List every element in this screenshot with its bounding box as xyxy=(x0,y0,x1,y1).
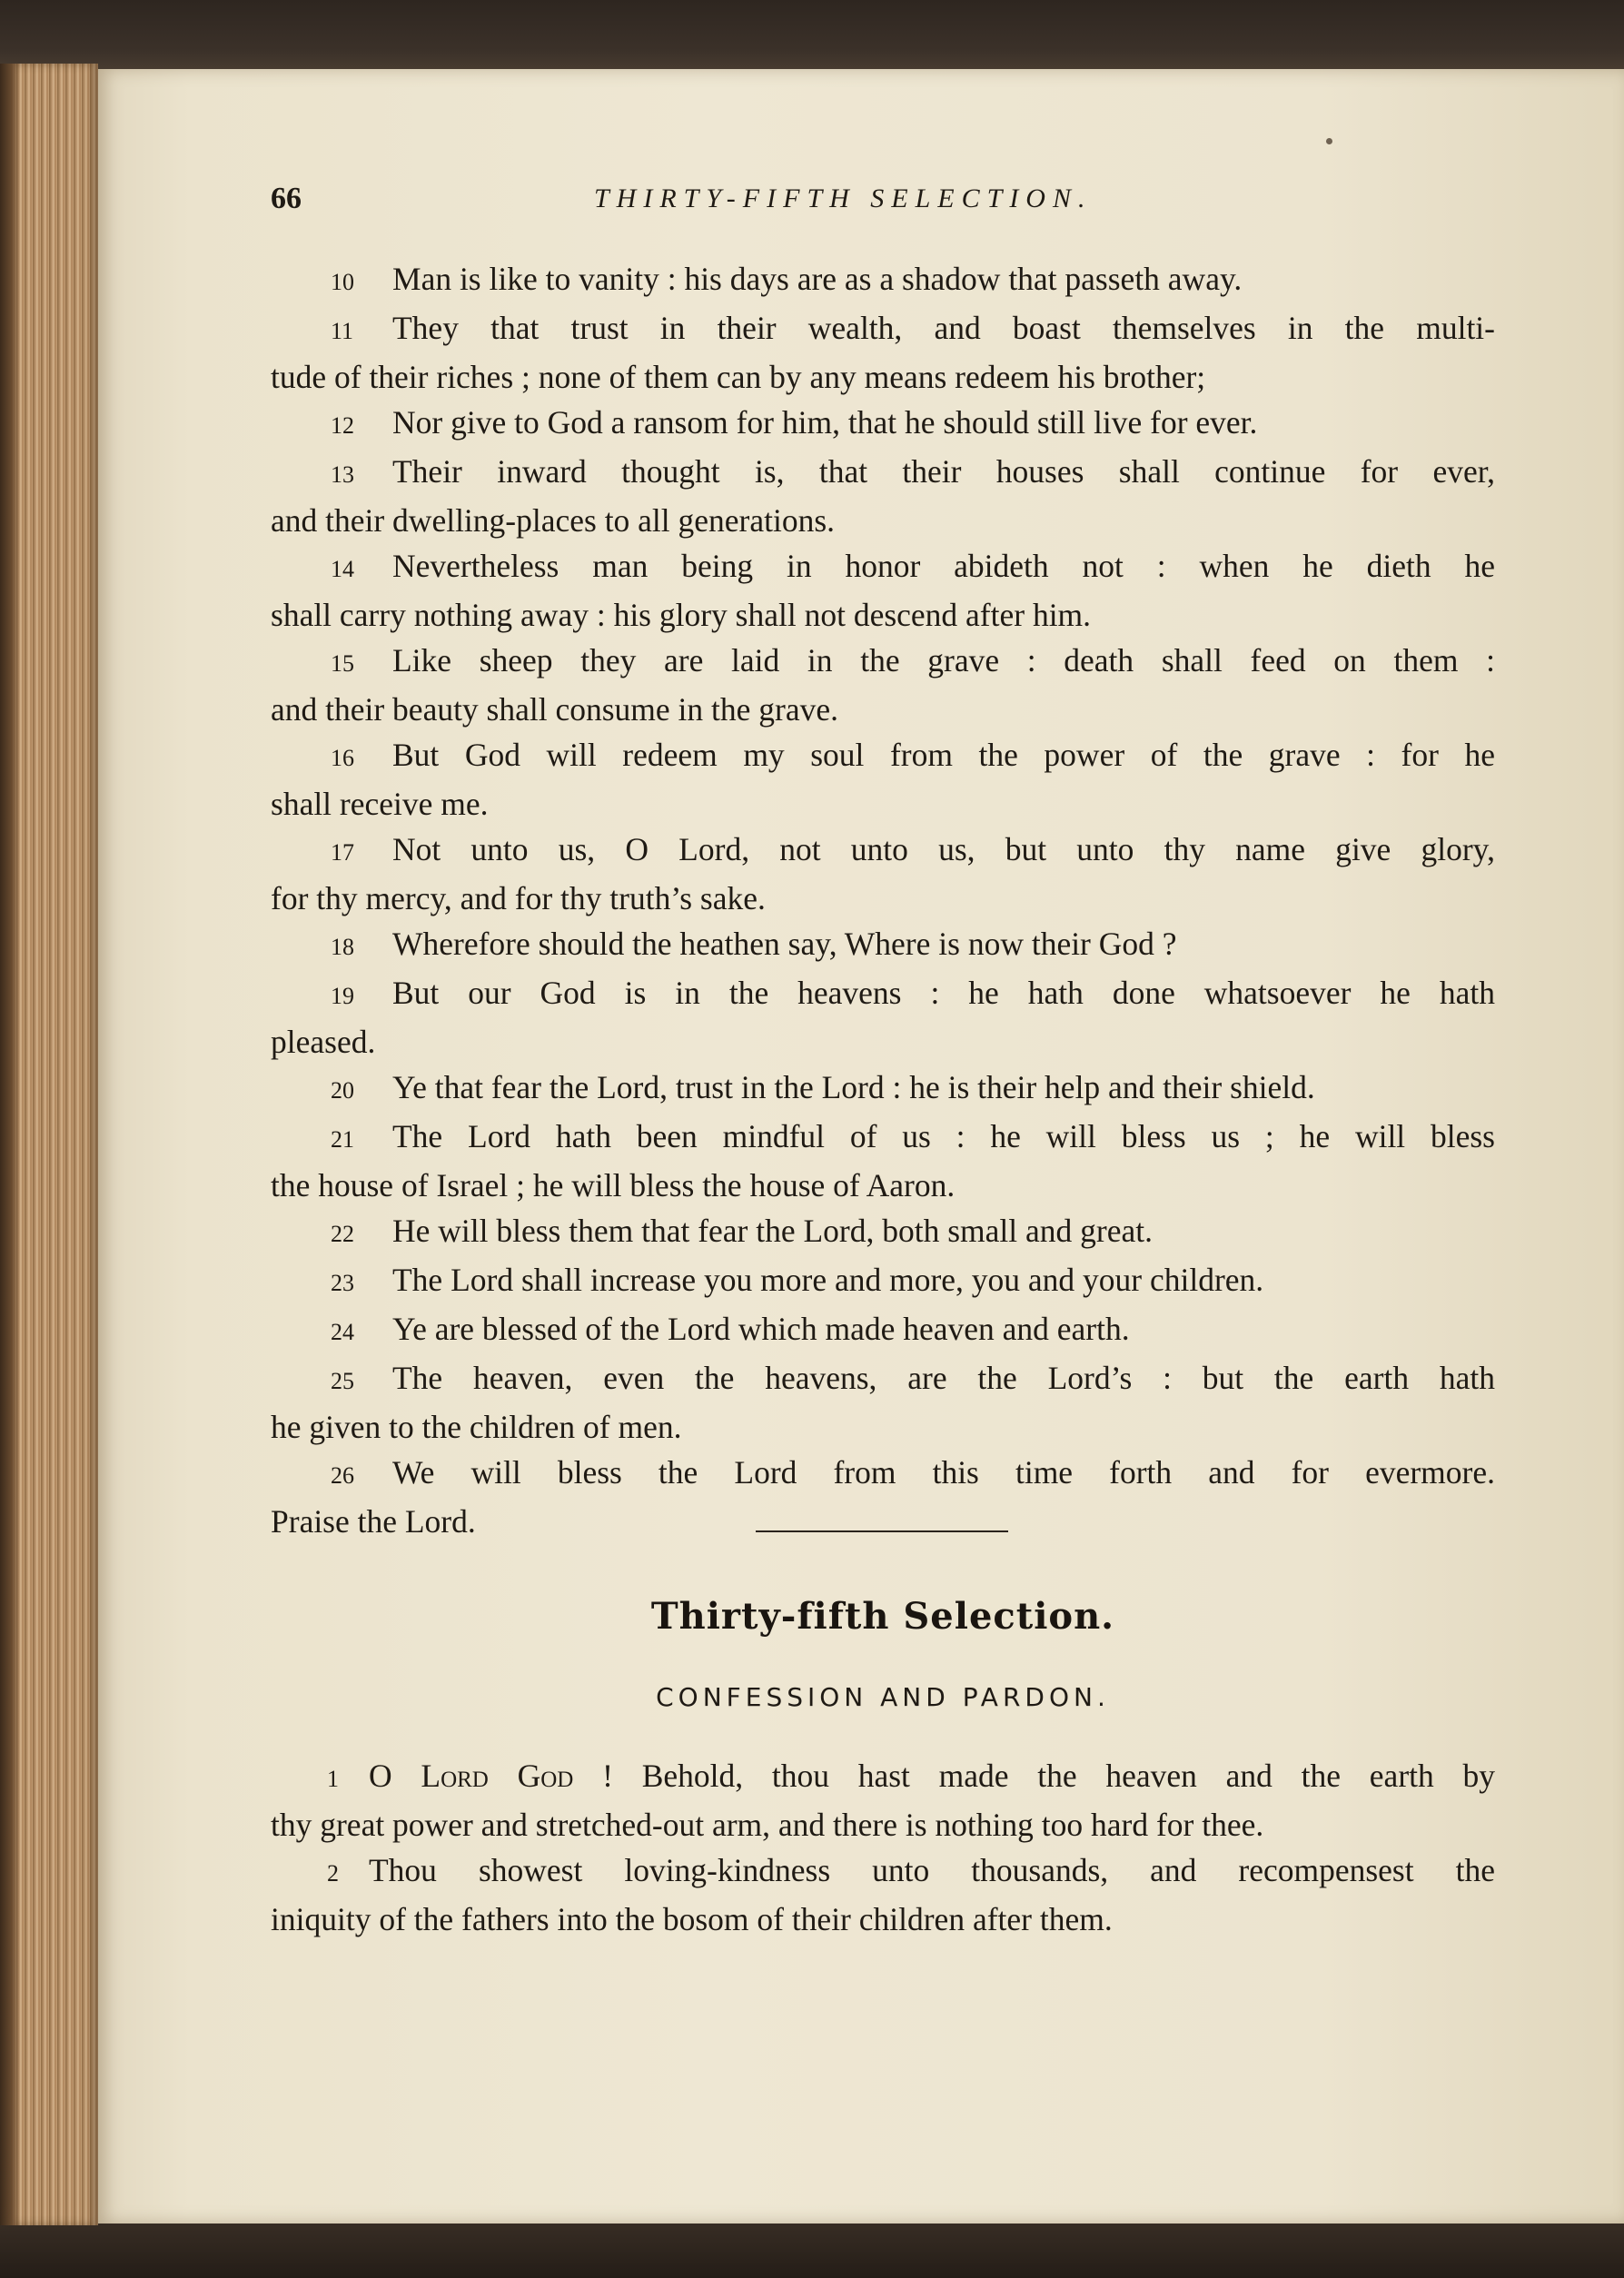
verse-text: We will bless the Lord from this time forth and for evermore. xyxy=(392,1454,1495,1491)
verse-number: 12 xyxy=(331,412,354,439)
paper-speck xyxy=(1326,138,1332,144)
verse-line xyxy=(271,1065,1495,1114)
verse-list-confession xyxy=(271,1753,1495,1942)
verse-number: 19 xyxy=(331,983,354,1009)
verse-text: The heaven, even the heavens, are the Lord’s : but the earth hath xyxy=(392,1360,1495,1396)
verse-text: Thou showest loving-kindness unto thousands, and recompensest the xyxy=(369,1852,1495,1888)
page-number: 66 xyxy=(271,182,302,215)
verse-text: They that trust in their wealth, and boast themselves in the multi- xyxy=(392,310,1495,346)
verse-text: Nevertheless man being in honor abideth not : when he dieth he xyxy=(392,548,1495,584)
verse-line xyxy=(271,1208,1495,1257)
verse-text: for thy mercy, and for thy truth’s sake. xyxy=(271,880,766,916)
verse-line xyxy=(271,1897,1495,1942)
verse-text: thy great power and stretched-out arm, and there is nothing too hard for thee. xyxy=(271,1807,1264,1843)
verse-line xyxy=(271,449,1495,498)
verse-number: 2 xyxy=(327,1860,339,1887)
verse-line xyxy=(271,543,1495,592)
verse-line xyxy=(271,638,1495,687)
verse-line xyxy=(271,827,1495,876)
verse-line xyxy=(271,921,1495,970)
verse-line xyxy=(271,1257,1495,1306)
verse-text: Praise the Lord. xyxy=(271,1503,476,1540)
verse-text: iniquity of the fathers into the bosom of their children after them. xyxy=(271,1901,1113,1937)
verse-line xyxy=(271,781,1495,827)
verse-number: 10 xyxy=(331,269,354,295)
verse-text: Like sheep they are laid in the grave : death shall feed on them : xyxy=(392,642,1495,678)
verse-text: He will bless them that fear the Lord, both small and great. xyxy=(392,1213,1153,1249)
verse-number: 17 xyxy=(331,839,354,866)
verse-text: Nor give to God a ransom for him, that he should still live for ever. xyxy=(392,404,1258,441)
verse-text: Behold, thou hast made the heaven and the earth by xyxy=(612,1758,1495,1794)
verse-number: 18 xyxy=(331,934,354,960)
verse-number: 20 xyxy=(331,1077,354,1104)
verse-line xyxy=(271,1802,1495,1847)
verse-line xyxy=(271,1355,1495,1404)
verse-text: The Lord hath been mindful of us : he will bless us ; he will bless xyxy=(392,1118,1495,1154)
verse-text: Man is like to vanity : his days are as a shadow that passeth away. xyxy=(392,261,1243,297)
verse-line xyxy=(271,1306,1495,1355)
verse-number: 14 xyxy=(331,556,354,582)
selection-title: Thirty-fifth Selection. xyxy=(650,1595,1115,1638)
verse-line xyxy=(271,970,1495,1019)
verse-text: shall receive me. xyxy=(271,786,489,822)
verse-number: 13 xyxy=(331,461,354,488)
verse-line xyxy=(271,732,1495,781)
verse-text: and their beauty shall consume in the grave. xyxy=(271,691,838,728)
verse-line xyxy=(271,1847,1495,1897)
verse-text: But God will redeem my soul from the power of the grave : for he xyxy=(392,737,1495,773)
verse-line xyxy=(271,1019,1495,1065)
verse-number: 21 xyxy=(331,1126,354,1153)
verse-line xyxy=(271,1163,1495,1208)
verse-line xyxy=(271,592,1495,638)
verse-line xyxy=(271,1114,1495,1163)
printed-page xyxy=(98,69,1624,2224)
verse-text: Wherefore should the heathen say, Where is now their God ? xyxy=(392,926,1177,962)
page-header xyxy=(271,182,1224,227)
verse-number: 23 xyxy=(331,1270,354,1296)
verse-number: 25 xyxy=(331,1368,354,1394)
book-cover-top xyxy=(0,0,1624,73)
verse-line xyxy=(271,1450,1495,1499)
verse-number: 22 xyxy=(331,1221,354,1247)
verse-text: he given to the children of men. xyxy=(271,1409,682,1445)
verse-line xyxy=(271,1499,1495,1544)
verse-line xyxy=(271,1404,1495,1450)
verse-line xyxy=(271,498,1495,543)
running-head: THIRTY-FIFTH SELECTION. xyxy=(594,183,1093,213)
verse-text: shall carry nothing away : his glory shall not descend after him. xyxy=(271,597,1092,633)
verse-number: 15 xyxy=(331,650,354,677)
verse-line xyxy=(271,305,1495,354)
verse-text: Not unto us, O Lord, not unto us, but unto thy name give glory, xyxy=(392,831,1495,867)
verse-text: Their inward thought is, that their houses shall continue for ever, xyxy=(392,453,1495,490)
verse-line xyxy=(271,400,1495,449)
verse-lead: O Lord God ! xyxy=(369,1758,613,1794)
verse-text: the house of Israel ; he will bless the house of Aaron. xyxy=(271,1167,956,1203)
verse-line xyxy=(271,1753,1495,1802)
verse-line xyxy=(271,256,1495,305)
page-edge-shadow xyxy=(0,64,20,2225)
verse-text: But our God is in the heavens : he hath done whatsoever he hath xyxy=(392,975,1495,1011)
verse-list xyxy=(271,256,1495,1544)
verse-text: The Lord shall increase you more and more, you and your children. xyxy=(392,1262,1264,1298)
verse-line xyxy=(271,687,1495,732)
verse-number: 16 xyxy=(331,745,354,771)
book-cover-bottom xyxy=(0,2216,1624,2278)
verse-number: 26 xyxy=(331,1462,354,1489)
section-divider xyxy=(756,1530,1008,1532)
verse-text: and their dwelling-places to all generations. xyxy=(271,502,836,539)
verse-text: pleased. xyxy=(271,1024,376,1060)
verse-number: 1 xyxy=(327,1766,339,1792)
verse-text: Ye that fear the Lord, trust in the Lord : he is their help and their shield. xyxy=(392,1069,1315,1105)
verse-text: tude of their riches ; none of them can by any means redeem his brother; xyxy=(271,359,1206,395)
verse-number: 11 xyxy=(331,318,354,344)
selection-subtitle: CONFESSION AND PARDON. xyxy=(656,1682,1110,1712)
verse-text: Ye are blessed of the Lord which made heaven and earth. xyxy=(392,1311,1130,1347)
verse-line xyxy=(271,354,1495,400)
verse-line xyxy=(271,876,1495,921)
verse-number: 24 xyxy=(331,1319,354,1345)
